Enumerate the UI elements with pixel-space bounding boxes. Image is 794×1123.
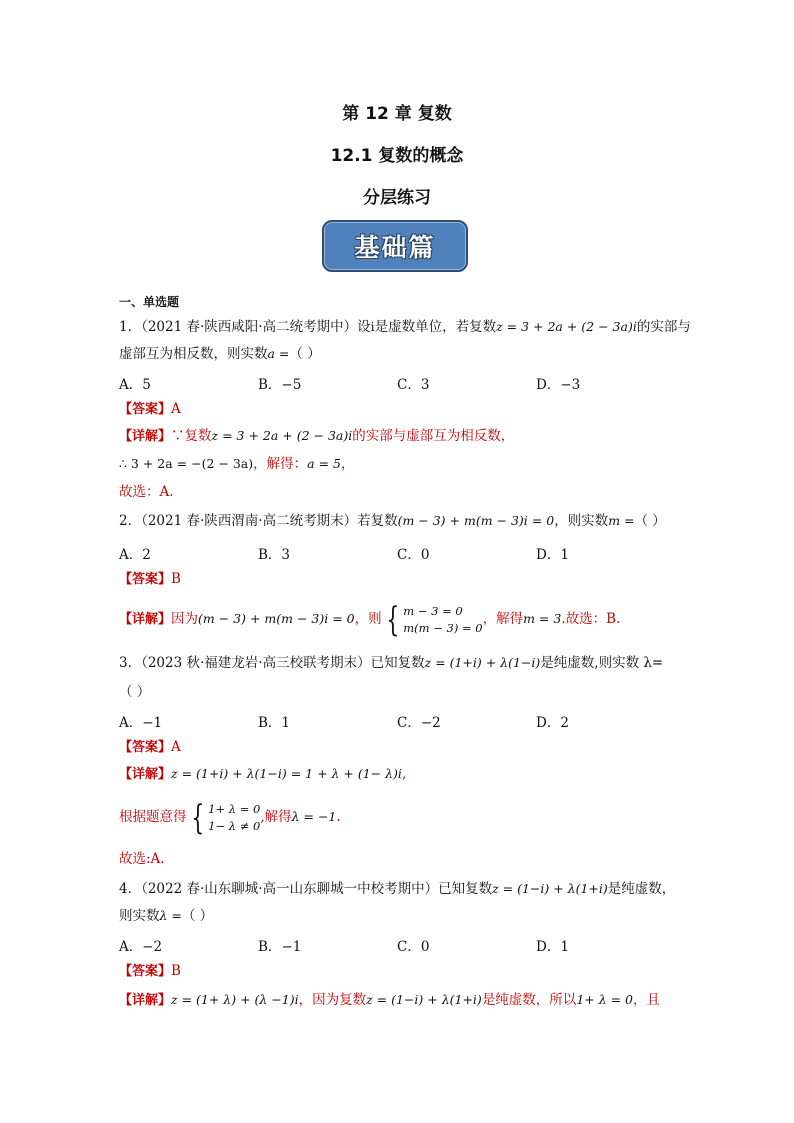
q4-option-c: C．0 <box>397 939 430 955</box>
q2-detail: 【详解】因为(m − 3) + m(m − 3)i = 0，则 { m − 3 = 0 m(m − 3) = 0，解得m = 3.故选：B. <box>119 600 621 640</box>
q3-answer: 【答案】A <box>119 739 181 755</box>
q1-stem-line1: 1．（2021 春·陕西咸阳·高二统考期中）设i是虚数单位，若复数z = 3 + 2a + (2 − 3a)i的实部与 <box>119 319 691 335</box>
q1-option-c: C．3 <box>397 377 430 393</box>
q4-option-a: A．−2 <box>119 939 163 955</box>
q1-detail-line1: 【详解】∵复数z = 3 + 2a + (2 − 3a)i的实部与虚部互为相反数， <box>119 428 515 444</box>
q2-expression: (m − 3) + m(m − 3)i = 0 <box>397 513 555 528</box>
q3-stem-line1: 3．（2023 秋·福建龙岩·高三校联考期末）已知复数z = (1+i) + λ(1−i)是纯虚数,则实数 λ= <box>119 655 664 671</box>
q3-choose: 故选:A. <box>119 851 165 867</box>
q2-option-b: B．3 <box>258 547 291 563</box>
q3-option-d: D．2 <box>536 715 569 731</box>
level-badge <box>322 220 468 272</box>
q3-stem-line2: （ ） <box>119 684 151 700</box>
subtitle: 分层练习 <box>363 188 431 208</box>
q4-stem-line1: 4．（2022 春·山东聊城·高一山东聊城一中校考期中）已知复数z = (1−i) + λ(1+i)是纯虚数， <box>119 881 676 897</box>
q4-detail-line1: 【详解】z = (1+ λ) + (λ −1)i，因为复数z = (1−i) + λ(1+i)是纯虚数，所以1+ λ = 0，且 <box>119 992 661 1008</box>
q1-choose: 故选：A. <box>119 484 174 500</box>
q2-option-d: D．1 <box>536 547 569 563</box>
q2-option-c: C．0 <box>397 547 430 563</box>
q1-option-b: B．−5 <box>258 377 302 393</box>
q1-expression: z = 3 + 2a + (2 − 3a)i <box>496 319 637 334</box>
brace-glyph: { <box>385 600 399 640</box>
q3-option-c: C．−2 <box>397 715 441 731</box>
section-title: 12.1 复数的概念 <box>330 146 464 166</box>
q1-detail-line2: ∴ 3 + 2a = −(2 − 3a)，解得：a = 5， <box>119 456 355 472</box>
q3-detail-line1: 【详解】z = (1+i) + λ(1−i) = 1 + λ + (1− λ)i, <box>119 766 407 782</box>
q2-equation-system: { m − 3 = 0 m(m − 3) = 0 <box>385 600 483 640</box>
q4-option-d: D．1 <box>536 939 569 955</box>
q4-stem-line2: 则实数λ =（ ） <box>119 908 214 924</box>
q3-equation-system: { 1+ λ = 0 1− λ ≠ 0 <box>190 798 261 838</box>
part-heading: 一、单选题 <box>119 295 180 309</box>
chapter-title: 第 12 章 复数 <box>342 104 452 124</box>
q4-answer: 【答案】B <box>119 963 181 979</box>
q2-answer: 【答案】B <box>119 571 181 587</box>
badge-label: 基础篇 <box>354 233 436 262</box>
q2-option-a: A．2 <box>119 547 151 563</box>
q3-option-a: A．−1 <box>119 715 163 731</box>
q3-expression: z = (1+i) + λ(1−i) <box>424 655 541 670</box>
q4-option-b: B．−1 <box>258 939 302 955</box>
q3-detail-line2: 根据题意得 { 1+ λ = 0 1− λ ≠ 0,解得λ = −1. <box>119 798 341 838</box>
q1-option-a: A．5 <box>119 377 151 393</box>
q2-stem: 2．（2021 春·陕西渭南·高二统考期末）若复数(m − 3) + m(m − 3)i = 0，则实数m =（ ） <box>119 513 666 529</box>
q4-expression: z = (1−i) + λ(1+i) <box>492 881 608 896</box>
q3-option-b: B．1 <box>258 715 291 731</box>
q1-answer: 【答案】A <box>119 401 181 417</box>
brace-glyph: { <box>190 798 204 838</box>
q1-stem-line2: 虚部互为相反数，则实数a =（ ） <box>119 346 321 362</box>
q1-option-d: D．−3 <box>536 377 581 393</box>
